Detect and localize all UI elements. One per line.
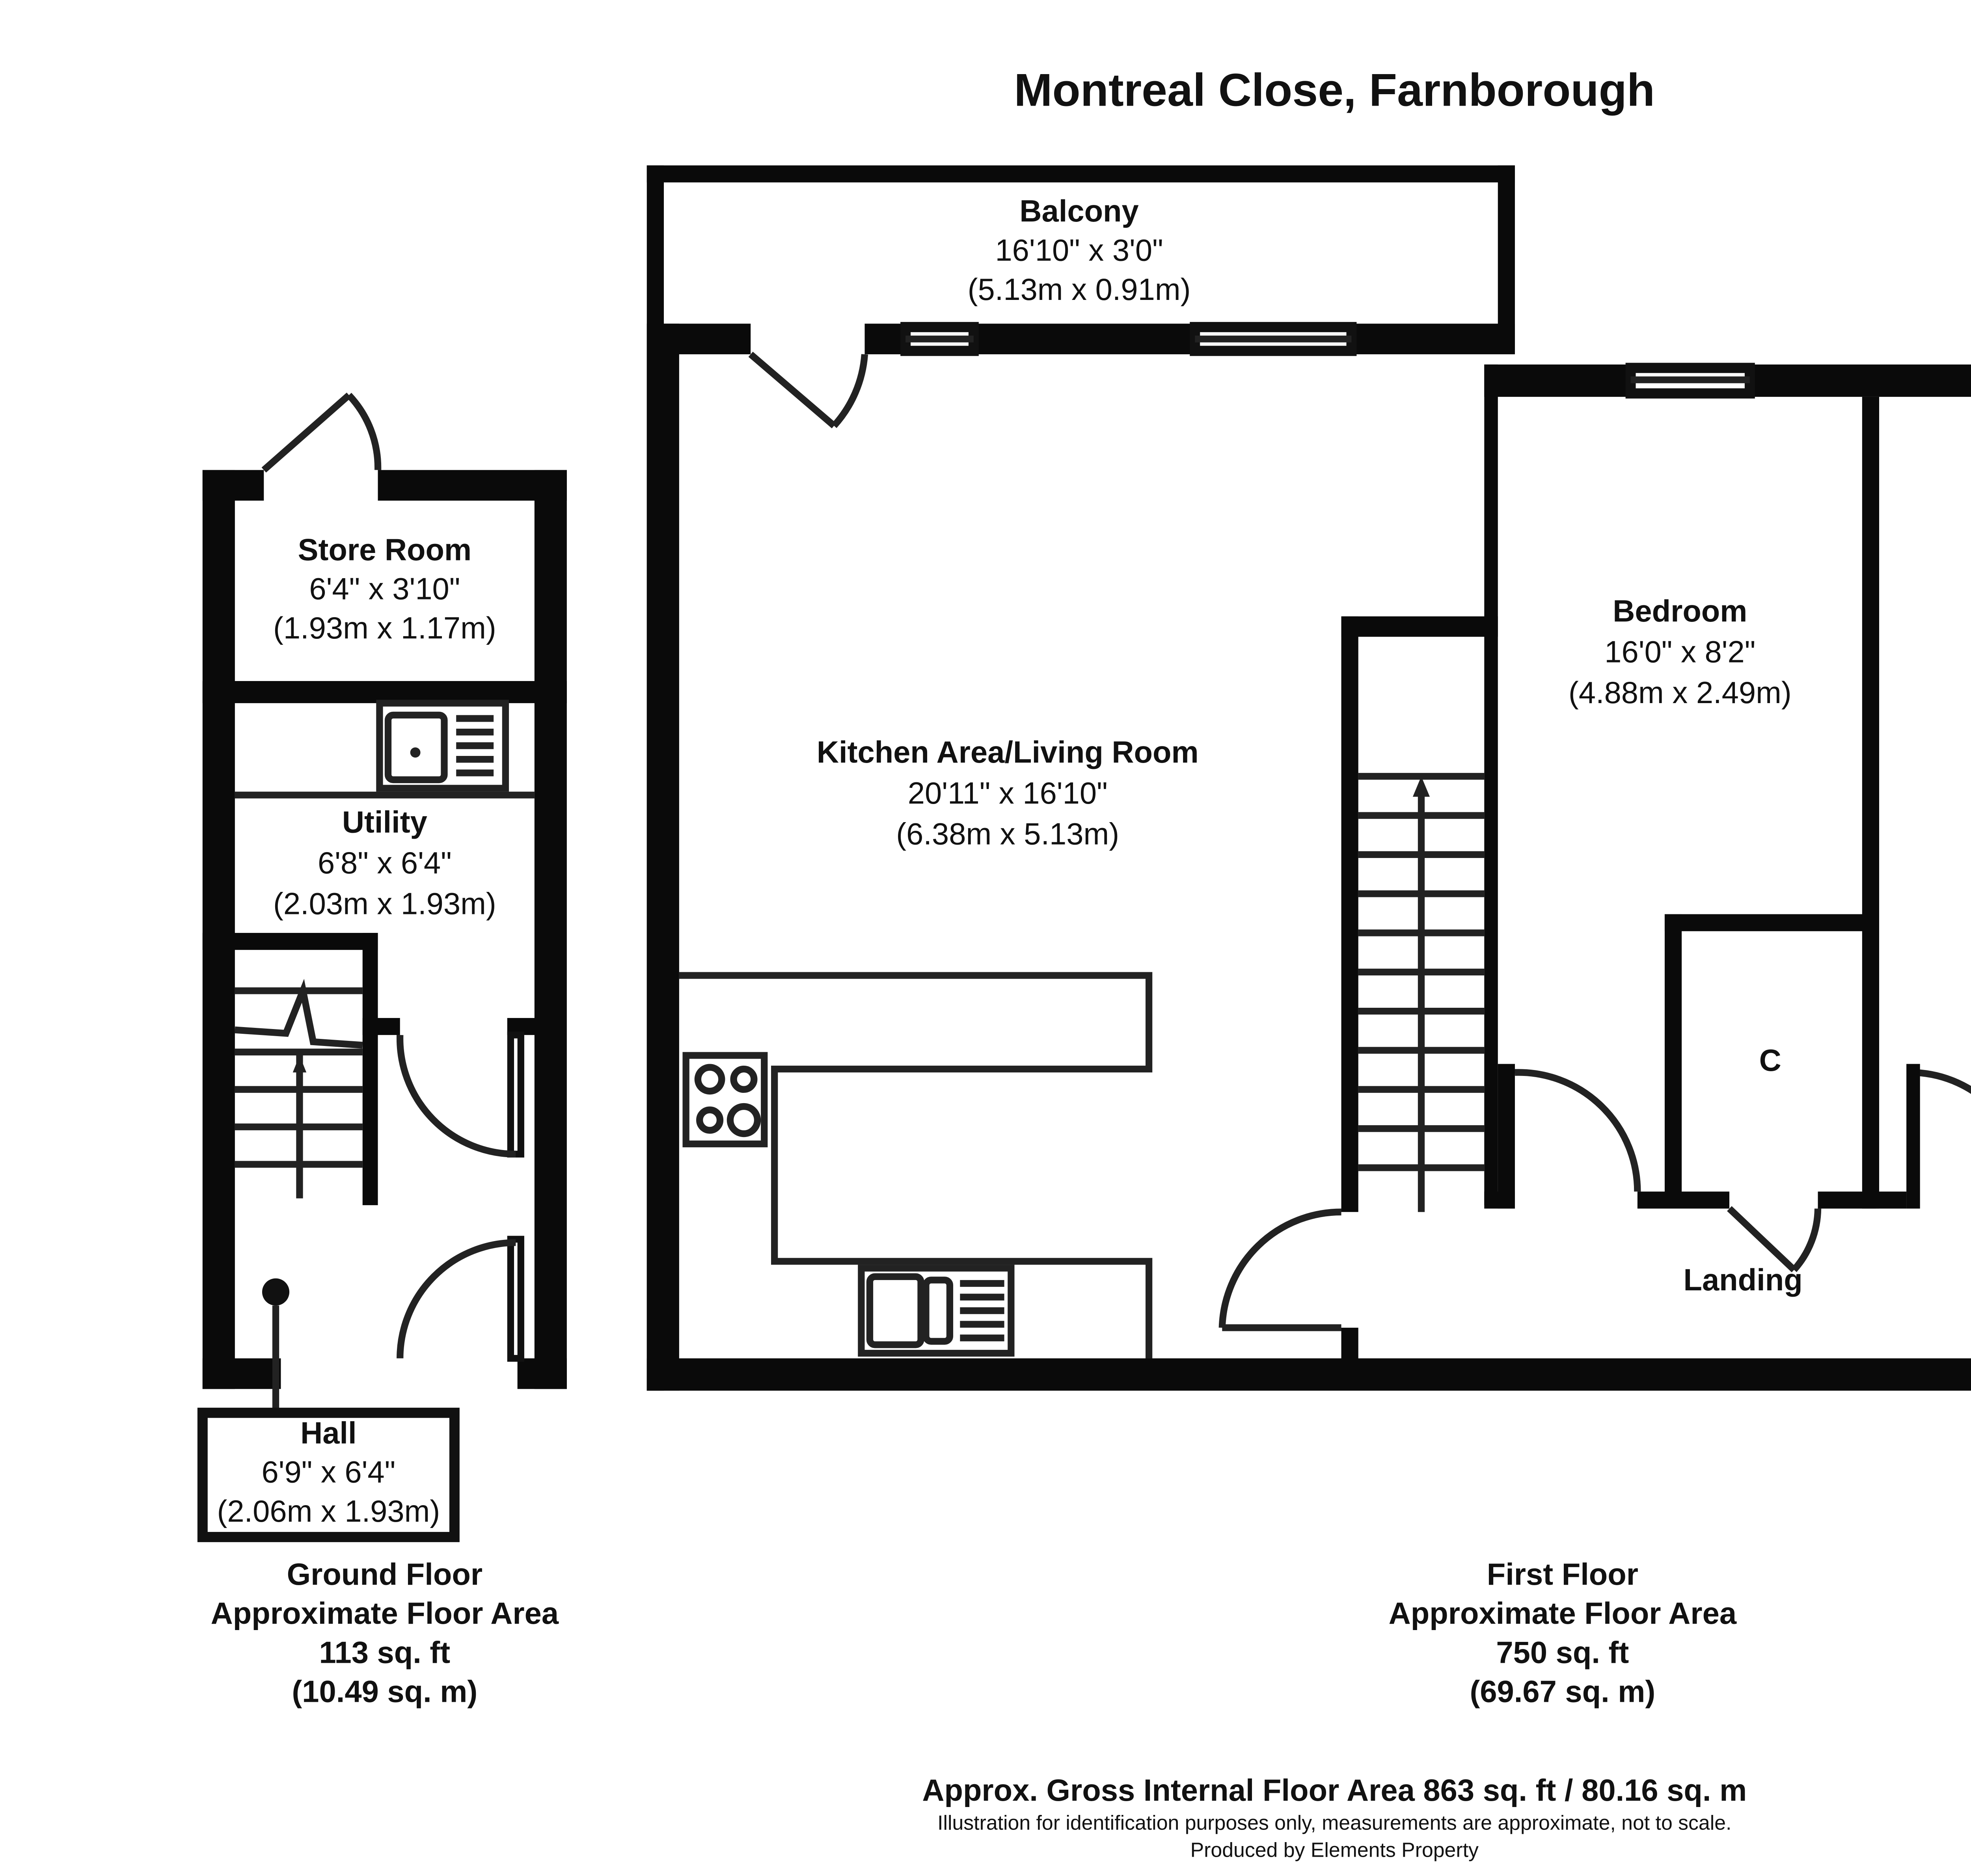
balcony-name: Balcony bbox=[1019, 194, 1139, 229]
page-title: Montreal Close, Farnborough bbox=[1014, 64, 1655, 116]
ground-floor-line4: (10.49 sq. m) bbox=[292, 1675, 478, 1709]
hall-point-icon bbox=[262, 1279, 289, 1306]
ground-floor-line2: Approximate Floor Area bbox=[211, 1597, 559, 1631]
landing-name: Landing bbox=[1683, 1263, 1803, 1297]
first-floor-line3: 750 sq. ft bbox=[1496, 1636, 1629, 1670]
ground-stairs-icon bbox=[235, 991, 363, 1199]
hall-metric: (2.06m x 1.93m) bbox=[217, 1494, 440, 1529]
first-floor-line2: Approximate Floor Area bbox=[1388, 1597, 1737, 1631]
first-floor-stairs-icon bbox=[1358, 776, 1485, 1212]
bedroom1-imperial: 16'0" x 8'2" bbox=[1604, 635, 1756, 669]
bedroom1-name: Bedroom bbox=[1613, 594, 1747, 628]
utility-imperial: 6'8" x 6'4" bbox=[317, 846, 452, 880]
balcony-imperial: 16'10" x 3'0" bbox=[995, 233, 1163, 268]
disclaimer: Illustration for identification purposes only, measurements are approximate, not to scale. bbox=[937, 1811, 1732, 1834]
kitchen-metric: (6.38m x 5.13m) bbox=[896, 817, 1120, 851]
kitchen-imperial: 20'11" x 16'10" bbox=[907, 776, 1108, 810]
first-floor-line1: First Floor bbox=[1487, 1557, 1639, 1591]
hall-imperial: 6'9" x 6'4" bbox=[261, 1455, 396, 1489]
utility-metric: (2.03m x 1.93m) bbox=[273, 887, 496, 921]
ground-floor-line1: Ground Floor bbox=[287, 1557, 483, 1591]
ground-floor-line3: 113 sq. ft bbox=[319, 1636, 451, 1670]
store-metric: (1.93m x 1.17m) bbox=[273, 611, 496, 646]
gross-area: Approx. Gross Internal Floor Area 863 sq. ft / 80.16 sq. m bbox=[922, 1774, 1747, 1808]
hall-name: Hall bbox=[300, 1416, 357, 1450]
first-floor-line4: (69.67 sq. m) bbox=[1470, 1675, 1656, 1709]
utility-name: Utility bbox=[342, 805, 427, 839]
store-imperial: 6'4" x 3'10" bbox=[309, 572, 460, 606]
cupboard-name: C bbox=[1759, 1043, 1781, 1078]
producer: Produced by Elements Property bbox=[1190, 1838, 1479, 1861]
first-floor-plan bbox=[647, 166, 1971, 1537]
kitchen-sink-icon bbox=[861, 1268, 1011, 1353]
kitchen-name: Kitchen Area/Living Room bbox=[816, 735, 1199, 770]
store-name: Store Room bbox=[298, 533, 472, 567]
balcony-metric: (5.13m x 0.91m) bbox=[967, 272, 1191, 307]
utility-sink-icon bbox=[380, 703, 506, 788]
bedroom1-metric: (4.88m x 2.49m) bbox=[1568, 676, 1792, 710]
kitchen-units bbox=[679, 975, 1149, 1359]
